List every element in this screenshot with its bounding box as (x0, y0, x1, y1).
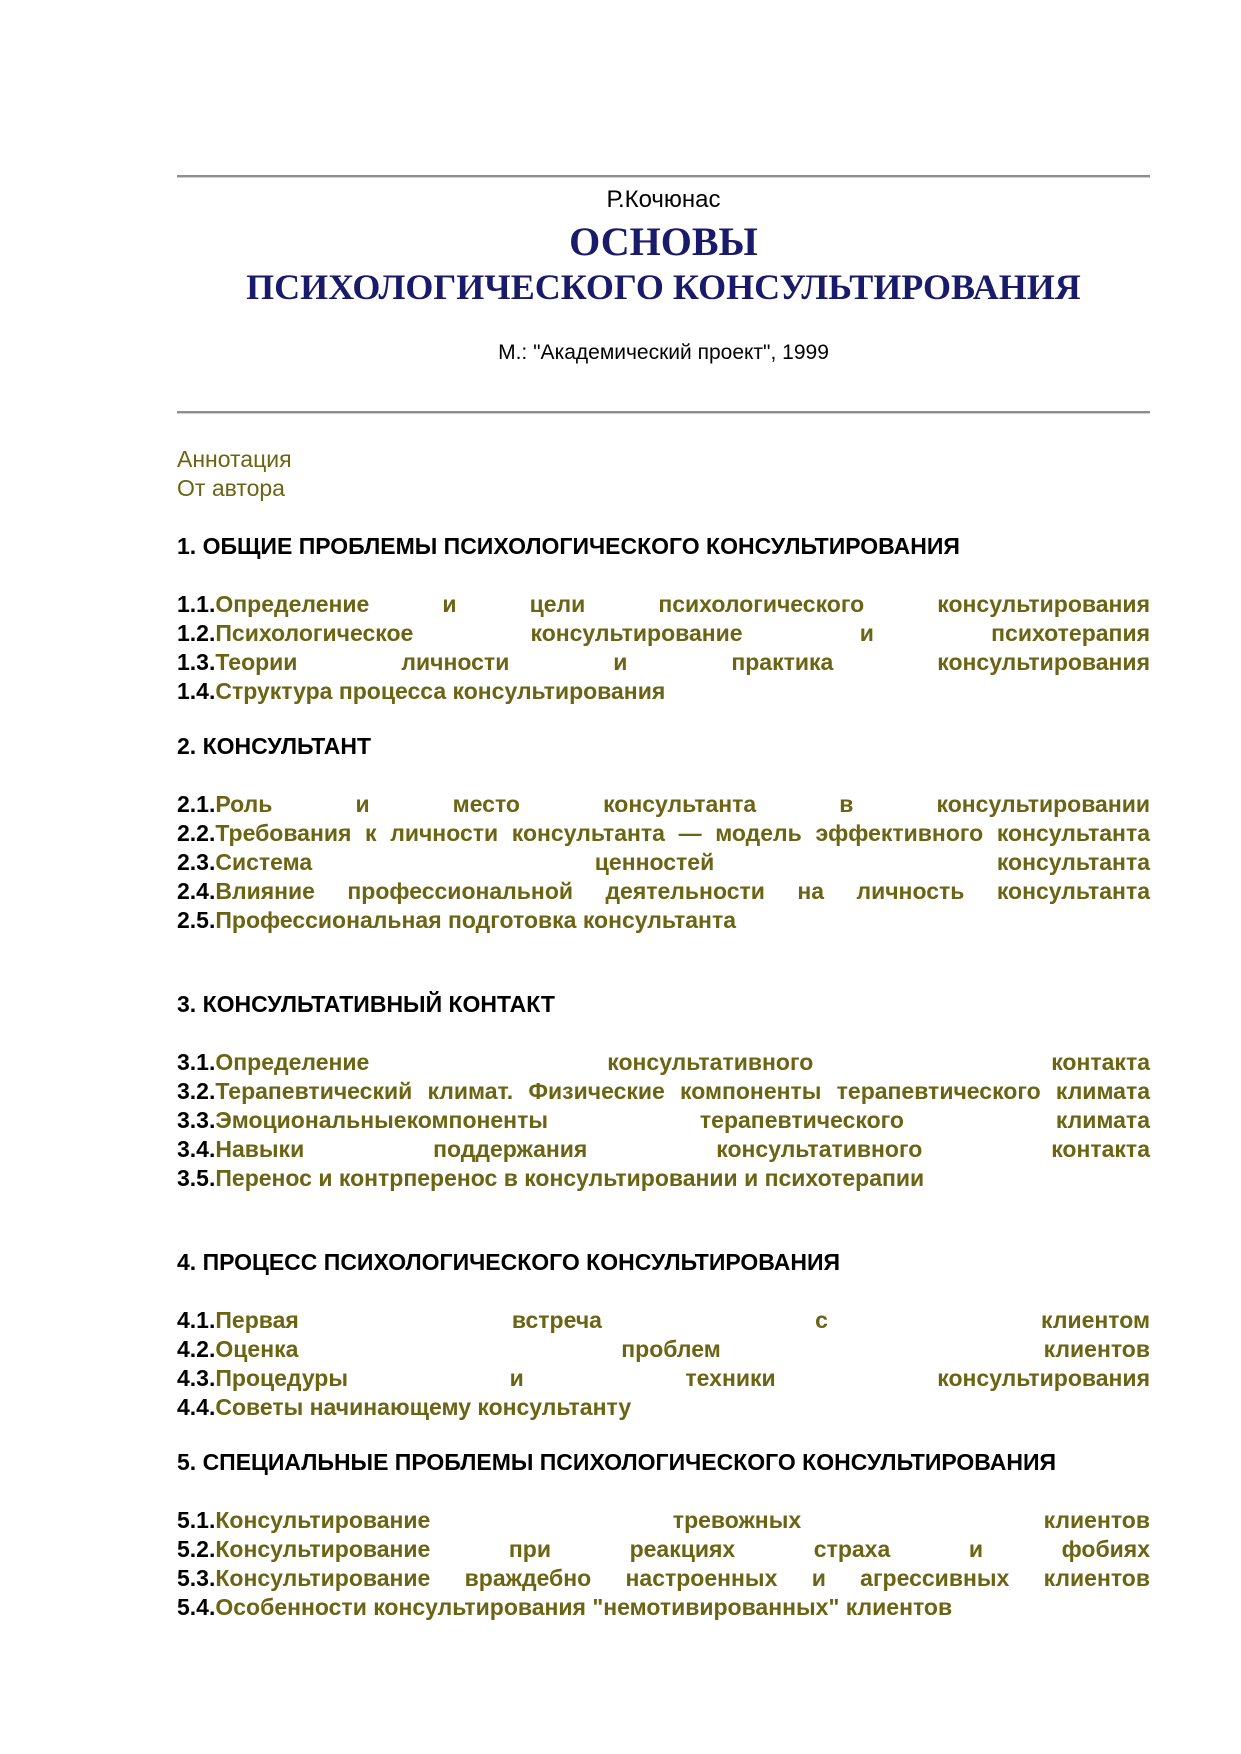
toc-item[interactable] (177, 848, 1150, 877)
toc-item-link[interactable]: Оценка проблем клиентов (215, 1336, 1150, 1362)
toc-item-link[interactable]: Роль и место консультанта в консультировании (215, 791, 1150, 817)
toc-item-number: 2.5. (177, 907, 216, 933)
toc-item[interactable] (177, 648, 1150, 677)
toc-item[interactable] (177, 819, 1150, 848)
toc-item-link[interactable]: Профессиональная подготовка консультанта (215, 907, 737, 933)
toc-item-number: 5.2. (177, 1536, 216, 1562)
toc-item-link[interactable]: Система ценностей консультанта (215, 849, 1150, 875)
toc-item-number: 1.3. (177, 649, 216, 675)
toc-item-number: 4.2. (177, 1336, 216, 1362)
from-author-link[interactable]: От автора (177, 475, 285, 501)
toc-item-link[interactable]: Особенности консультирования "немотивированных" клиентов (215, 1594, 953, 1620)
toc-item-number: 3.3. (177, 1107, 216, 1133)
toc-item[interactable] (177, 1306, 1150, 1335)
chapter-3-items (177, 1048, 1150, 1193)
toc-item-link[interactable]: Требования к личности консультанта — модель эффективного консультанта (215, 820, 1150, 846)
toc-item-link[interactable]: Определение и цели психологического консультирования (215, 591, 1150, 617)
toc-item[interactable] (177, 1077, 1150, 1106)
toc-item-link[interactable]: Консультирование враждебно настроенных и агрессивных клиентов (215, 1565, 1150, 1591)
toc-item-link[interactable]: Определение консультативного контакта (215, 1049, 1150, 1075)
toc-item-number: 3.2. (177, 1078, 216, 1104)
chapter-1-items (177, 590, 1150, 706)
toc-item-number: 1.4. (177, 678, 216, 704)
toc-item-link[interactable]: Первая встреча с клиентом (215, 1307, 1150, 1333)
toc-item-number: 1.1. (177, 591, 216, 617)
toc-item-number: 5.1. (177, 1507, 216, 1533)
toc-item[interactable] (177, 1135, 1150, 1164)
toc-item[interactable] (177, 1393, 1150, 1422)
toc-item[interactable] (177, 619, 1150, 648)
chapter-4-items (177, 1306, 1150, 1422)
chapter-2-heading: 2. КОНСУЛЬТАНТ (177, 733, 372, 759)
toc-item[interactable] (177, 790, 1150, 819)
toc-item-number: 3.4. (177, 1136, 216, 1162)
toc-item-number: 4.3. (177, 1365, 216, 1391)
chapter-1-heading: 1. ОБЩИЕ ПРОБЛЕМЫ ПСИХОЛОГИЧЕСКОГО КОНСУЛЬТИРОВАНИЯ (177, 533, 960, 559)
toc-item[interactable] (177, 1364, 1150, 1393)
toc-item[interactable] (177, 677, 1150, 706)
toc-item-link[interactable]: Терапевтический климат. Физические компоненты терапевтического климата (215, 1078, 1150, 1104)
toc-item-link[interactable]: Перенос и контрперенос в консультировании и психотерапии (215, 1165, 925, 1191)
publisher-info: М.: "Академический проект", 1999 (498, 341, 829, 364)
toc-item-link[interactable]: Структура процесса консультирования (215, 678, 666, 704)
toc-item-number: 5.4. (177, 1594, 216, 1620)
toc-item-link[interactable]: Психологическое консультирование и психотерапия (215, 620, 1150, 646)
toc-item-link[interactable]: Теории личности и практика консультирования (215, 649, 1150, 675)
toc-item-number: 2.2. (177, 820, 216, 846)
toc-item[interactable] (177, 1593, 1150, 1622)
toc-item[interactable] (177, 877, 1150, 906)
toc-item[interactable] (177, 1535, 1150, 1564)
toc-item-link[interactable]: Консультирование при реакциях страха и фобиях (215, 1536, 1150, 1562)
toc-item-link[interactable]: Навыки поддержания консультативного контакта (215, 1136, 1150, 1162)
toc-item-number: 3.5. (177, 1165, 216, 1191)
toc-item-number: 1.2. (177, 620, 216, 646)
annotation-link[interactable]: Аннотация (177, 446, 292, 472)
toc-item[interactable] (177, 1164, 1150, 1193)
toc-item-number: 4.1. (177, 1307, 216, 1333)
toc-item-link[interactable]: Эмоциональныекомпоненты терапевтического климата (215, 1107, 1150, 1133)
toc-item[interactable] (177, 1048, 1150, 1077)
chapter-5-items (177, 1506, 1150, 1622)
toc-item[interactable] (177, 906, 1150, 935)
book-title-line-1: ОСНОВЫ (569, 219, 758, 264)
top-divider (177, 175, 1150, 178)
toc-item[interactable] (177, 1506, 1150, 1535)
toc-item-link[interactable]: Консультирование тревожных клиентов (215, 1507, 1150, 1533)
toc-item-number: 2.1. (177, 791, 216, 817)
toc-item[interactable] (177, 1564, 1150, 1593)
toc-item[interactable] (177, 1335, 1150, 1364)
chapter-3-heading: 3. КОНСУЛЬТАТИВНЫЙ КОНТАКТ (177, 991, 555, 1017)
toc-item-link[interactable]: Советы начинающему консультанту (215, 1394, 632, 1420)
toc-item-link[interactable]: Влияние профессиональной деятельности на личность консультанта (215, 878, 1150, 904)
author-name: Р.Кочюнас (606, 186, 721, 213)
chapter-4-heading: 4. ПРОЦЕСС ПСИХОЛОГИЧЕСКОГО КОНСУЛЬТИРОВАНИЯ (177, 1249, 841, 1275)
chapter-5-heading: 5. СПЕЦИАЛЬНЫЕ ПРОБЛЕМЫ ПСИХОЛОГИЧЕСКОГО КОНСУЛЬТИРОВАНИЯ (177, 1449, 1057, 1475)
toc-item-number: 4.4. (177, 1394, 216, 1420)
toc-item-number: 2.3. (177, 849, 216, 875)
bottom-divider (177, 411, 1150, 414)
toc-item[interactable] (177, 590, 1150, 619)
toc-item[interactable] (177, 1106, 1150, 1135)
toc-item-number: 2.4. (177, 878, 216, 904)
toc-item-number: 3.1. (177, 1049, 216, 1075)
chapter-2-items (177, 790, 1150, 935)
toc-item-number: 5.3. (177, 1565, 216, 1591)
toc-item-link[interactable]: Процедуры и техники консультирования (215, 1365, 1150, 1391)
book-title-line-2: ПСИХОЛОГИЧЕСКОГО КОНСУЛЬТИРОВАНИЯ (246, 267, 1081, 307)
